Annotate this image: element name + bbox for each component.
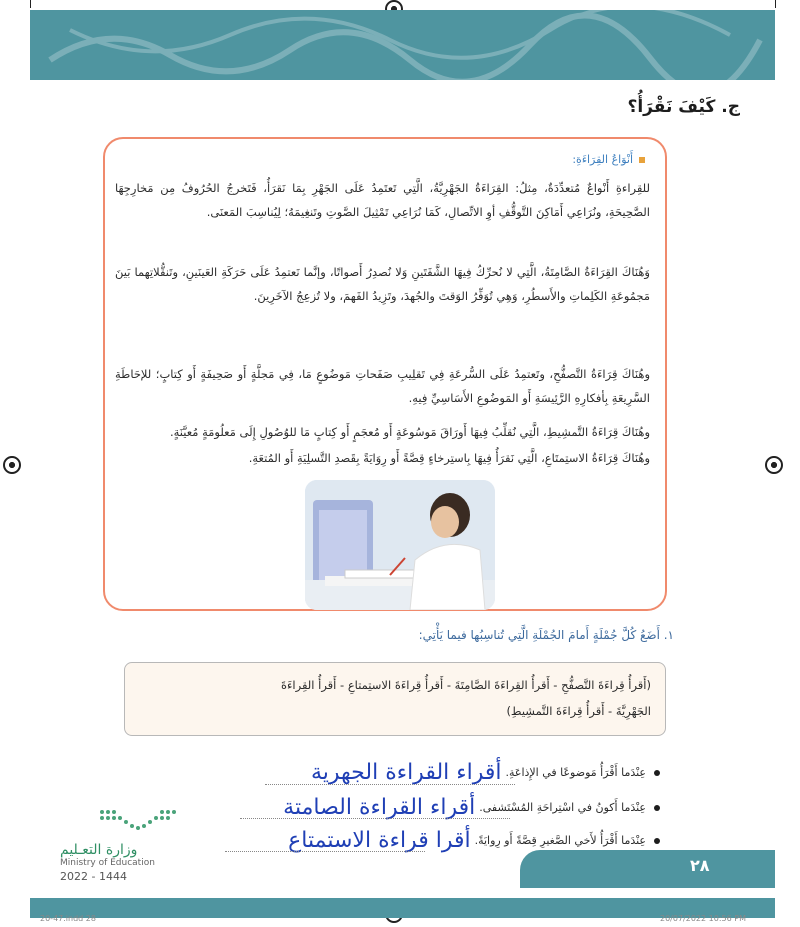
handwritten-answer[interactable]: أقراء القراءة الصامتة xyxy=(283,795,476,820)
page-number: ٢٨ xyxy=(690,856,710,875)
answer-dotted-line xyxy=(225,851,425,852)
ministry-name-english: Ministry of Education xyxy=(60,858,155,868)
paragraph: وهُنَاكَ قِرَاءَةُ التَّصفُّحِ، وتَعتمِدُ عَلَى السُّرعَةِ فِي تَقلِيبِ صَفَحاتِ مَوضُوعٍ مَا، فِي مَجلَّةٍ أَو صَحِيفَةٍ أَو كِتابٍ؛ للإحَاطَةِ السَّرِيعَةِ بِأفكارِهِ الرَّئِيسَةِ أَو المَوضُوعِ الأَسَاسِيِّ فِيهِ. xyxy=(115,367,650,405)
paragraph: وَهُنَاكَ القِرَاءَةُ الصَّامِتَةُ، الَّتِي لا نُحرِّكُ فِيهَا الشَّفَتَينِ وَلا نُصدِرُ أَصواتًا، وإنَّما نَعتمِدُ عَلَى حَرَكَةِ العَينَينِ، وتَنقُّلاتِهما بَينَ مَجمُوعَةِ الكَلِماتِ والأَسطُرِ، وَهِي تُوَفِّرُ الوَقتَ والجُهدَ، وتَزِيدُ الفَهمَ، ولا تُزعِجُ الآخَرِينَ. xyxy=(115,265,650,303)
choices-box xyxy=(124,662,666,736)
section-label xyxy=(572,153,645,166)
answer-row xyxy=(200,760,660,790)
ministry-logo-icon xyxy=(98,808,178,836)
header-band xyxy=(30,10,775,80)
lesson-title: ج. كَيْفَ نَقْرَأُ؟ xyxy=(627,97,740,117)
answer-dotted-line xyxy=(240,818,510,819)
bullet-square-icon xyxy=(639,157,645,163)
answer-prompt: عِنْدَما أَقْرَأُ مَوضوعًا في الإِذاعَةِ. xyxy=(505,766,646,779)
registration-mark-icon xyxy=(765,456,783,474)
answer-dotted-line xyxy=(265,784,515,785)
bullet-dot-icon xyxy=(654,770,660,776)
registration-mark-icon xyxy=(3,456,21,474)
choices-line: الجَهْرِيَّةَ - أَقرأُ قِراءَةَ التَّمشِيطِ) xyxy=(506,704,651,718)
answer-row xyxy=(200,795,660,825)
ministry-name-arabic: وزارة التعـليم xyxy=(60,842,138,858)
academic-year: 2022 - 1444 xyxy=(60,870,127,883)
calligraphy-pattern xyxy=(30,10,775,80)
handwritten-answer[interactable]: أقرا قراءة الاستمتاع xyxy=(288,828,471,853)
paragraph: للقِراءةِ أَنْواعٌ مُتعدِّدَةٌ، مِثلُ: القِرَاءَةُ الجَهْرِيَّةُ، الَّتِي تَعتَمِدُ عَلَى الجَهْرِ بِمَا نَقرَأُ، فَتَخرجُ الحُرُوفُ مِن مَخارِجِهَا الصَّحِيحَةِ، ونُرَاعِي أَمَاكِنَ التَّوقُّفِ أوِ الاتِّصالِ، كَمَا نُرَاعِي تَمْثِيلَ الصَّوتِ وتَنغِيمَهُ؛ لِيُناسِبَ المَعنَى. xyxy=(115,181,650,219)
footer-band xyxy=(520,850,775,888)
handwritten-answer[interactable]: أقراء القراءة الجهرية xyxy=(310,760,502,785)
boy-reading-illustration xyxy=(305,480,495,610)
answer-prompt: عِنْدَما أَكونُ في اسْتِراحَةِ المُسْتَشفى. xyxy=(479,801,646,814)
section-label-text: أَنْوَاعُ القِرَاءَةِ: xyxy=(572,153,633,166)
exercise-question: ١. أَضَعُ كُلَّ جُمْلَةٍ أَمامَ الجُمْلَةِ الَّتِي تُناسِبُها فيما يَأْتِي: xyxy=(418,628,674,642)
paragraph: وهُنَاكَ قِرَاءَةُ التَّمشِيطِ، الَّتِي نُقلِّبُ فِيهَا أَورَاقَ مَوسُوعَةٍ أَو مُعجَمٍ أَو كِتابٍ مَا للوُصُولِ إِلَى مَعلُومَةٍ مُعيَّنَةٍ. xyxy=(169,425,650,439)
boy-reading-photo xyxy=(305,480,495,610)
print-timestamp: 20/07/2022 10:56 PM xyxy=(660,914,746,923)
answer-prompt: عِنْدَما أَقْرَأُ لأَخي الصَّغيرِ قِصَّةً أَو رِوايَةً. xyxy=(474,834,646,847)
bullet-dot-icon xyxy=(654,838,660,844)
crop-mark xyxy=(775,0,776,8)
choices-line: (أَقرأُ قِراءَةَ التَّصفُّحِ - أَقرأُ القِراءَةَ الصَّامِتَةَ - أَقرأُ قِراءَةَ الاستِمتاعِ - أَقرأُ القِراءَةَ xyxy=(280,678,651,692)
paragraph: وهُنَاكَ قِرَاءَةُ الاستِمتَاعِ، الَّتِي نَقرَأُ فِيهَا بِاستِرخاءٍ قِصَّةً أَو رِوَايَةً بِقَصدِ التَّسلِيَةِ أَو المُتعَةِ. xyxy=(248,451,650,465)
crop-mark xyxy=(30,0,31,8)
file-slug: 20-47.indd 28 xyxy=(40,914,96,923)
bullet-dot-icon xyxy=(654,805,660,811)
